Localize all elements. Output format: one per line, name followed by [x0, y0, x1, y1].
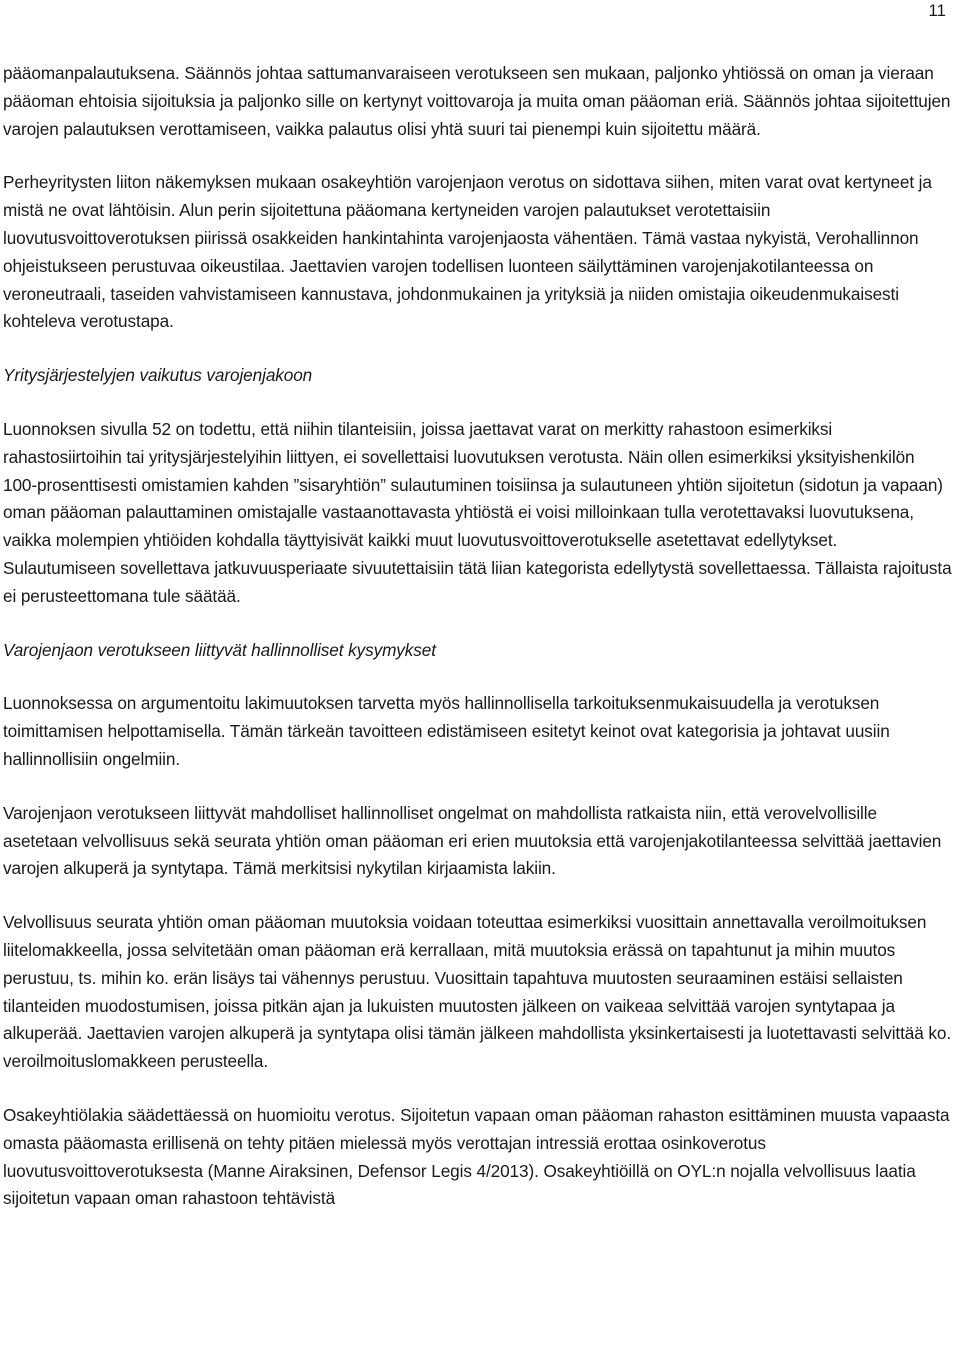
- paragraph: pääomanpalautuksena. Säännös johtaa sattumanvaraiseen verotukseen sen mukaan, paljonko yhtiössä on oman ja vieraan pääoman ehtoisia sijoituksia ja paljonko sille on kertynyt voittovaroja ja muita oman pääoman eriä. Säännös johtaa sijoitettujen varojen palautuksen verottamiseen, vaikka palautus olisi yhtä suuri tai pienempi kuin sijoitettu määrä.: [3, 63, 951, 139]
- paragraph: Varojenjaon verotukseen liittyvät mahdolliset hallinnolliset ongelmat on mahdollista ratkaista niin, että verovelvollisille asetetaan velvollisuus sekä seurata yhtiön oman pääoman eri erien muutoksia että varojenjakotilanteessa selvittää jaettavien varojen alkuperä ja syntytapa. Tämä merkitsisi nykytilan kirjaamista lakiin.: [3, 802, 942, 879]
- paragraph: Velvollisuus seurata yhtiön oman pääoman muutoksia voidaan toteuttaa esimerkiksi vuosittain annettavalla veroilmoituksen liitelomakkeella, jossa selvitetään oman pääoman erä kerrallaan, mitä muutoksia erässä on tapahtunut ja mihin muutos perustuu, ts. mihin ko. erän lisäys tai vähennys perustuu. Vuosittain tapahtuva muutosten seuraaminen estäisi sellaisten tilanteiden muodostumisen, joissa pitkän ajan ja lukuisten muutosten jälkeen on vaikeaa selvittää varojen syntytapaa ja alkuperää. Jaettavien varojen alkuperä ja syntytapa olisi tämän jälkeen mahdollista yksinkertaisesti ja luotettavasti selvittää ko. veroilmoituslomakkeen perusteella.: [3, 912, 951, 1072]
- paragraph: Osakeyhtiölakia säädettäessä on huomioitu verotus. Sijoitetun vapaan oman pääoman rahaston esittäminen muusta vapaasta omasta pääomasta erillisenä on tehty pitäen mielessä myös verottajan intressiä erottaa osinkoverotus luovutusvoittoverotuksesta (Manne Airaksinen, Defensor Legis 4/2013). Osakeyhtiöillä on OYL:n nojalla velvollisuus laatia sijoitetun vapaan oman rahastoon tehtävistä: [3, 1104, 950, 1209]
- page-number: 11: [928, 1, 946, 20]
- section-heading: Yritysjärjestelyjen vaikutus varojenjakoon: [3, 365, 313, 386]
- paragraph: Luonnoksen sivulla 52 on todettu, että niihin tilanteisiin, joissa jaettavat varat on merkitty rahastoon esimerkiksi rahastosiirtoihin tai yritysjärjestelyihin liittyen, ei sovellettaisi luovutuksen verotusta. Näin ollen esimerkiksi yksityishenkilön 100-prosenttisesti omistamien kahden ”sisaryhtiön” sulautuminen toisiinsa ja sulautuneen yhtiön sijoitetun (sidotun ja vapaan) oman pääoman palauttaminen omistajalle vastaanottavasta yhtiöstä ei voisi milloinkaan tulla verotettavaksi luovutuksena, vaikka molempien yhtiöiden kohdalla täyttyisivät kaikki muut luovutusvoittoverotukselle asetettavat edellytykset. Sulautumiseen sovellettava jatkuvuusperiaate sivuutettaisiin tätä liian kategorista edellytystä sovellettaessa. Tällaista rajoitusta ei perusteettomana tule säätää.: [3, 418, 952, 606]
- section-heading: Varojenjaon verotukseen liittyvät hallinnolliset kysymykset: [3, 639, 436, 660]
- document-body: [3, 60, 953, 1239]
- paragraph: Perheyritysten liiton näkemyksen mukaan osakeyhtiön varojenjaon verotus on sidottava siihen, miten varat ovat kertyneet ja mistä ne ovat lähtöisin. Alun perin sijoitettuna pääomana kertyneiden varojen palautukset verotettaisiin luovutusvoittoverotuksen piirissä osakkeiden hankintahinta varojenjaosta vähentäen. Tämä vastaa nykyistä, Verohallinnon ohjeistukseen perustuvaa oikeustilaa. Jaettavien varojen todellisen luonteen säilyttäminen varojenjakotilanteessa on veroneutraali, taseiden vahvistamiseen kannustava, johdonmukainen ja yrityksiä ja niiden omistajia oikeudenmukaisesti kohteleva verotustapa.: [3, 172, 932, 332]
- paragraph: Luonnoksessa on argumentoitu lakimuutoksen tarvetta myös hallinnollisella tarkoituksenmukaisuudella ja verotuksen toimittamisen helpottamisella. Tämän tärkeän tavoitteen edistämiseen esitetyt keinot ovat kategorisia ja johtavat uusiin hallinnollisiin ongelmiin.: [3, 693, 890, 769]
